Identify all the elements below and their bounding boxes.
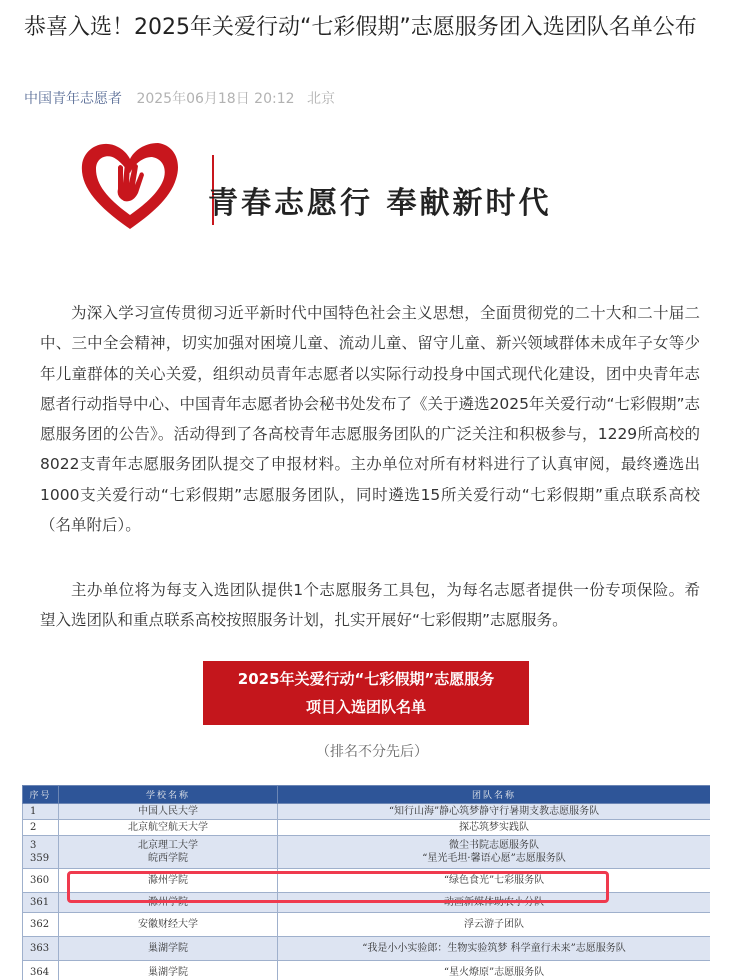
row-team-3: 微尘书院志愿服务队 bbox=[449, 840, 539, 851]
support-paragraph: 主办单位将为每支入选团队提供1个志愿服务工具包，为每名志愿者提供一份专项保险。希望入选团队和重点联系高校按照服务计划，扎实开展好“七彩假期”志愿服务。 bbox=[40, 581, 700, 630]
list-title-line2: 项目入选团队名单 bbox=[305, 698, 426, 716]
row-team-359: “星光毛坦·馨语心愿”志愿服务队 bbox=[422, 853, 566, 864]
row-number-3: 3 bbox=[30, 840, 37, 851]
banner-slogan: 青春志愿行 奉献新时代 bbox=[208, 186, 552, 221]
article-title: 恭喜入选！2025年关爱行动“七彩假期”志愿服务团入选团队名单公布 bbox=[24, 15, 697, 40]
row-school: 安徽财经大学 bbox=[59, 913, 278, 937]
row-team: 浮云游子团队 bbox=[278, 913, 711, 937]
row-number: 362 bbox=[23, 913, 59, 937]
row-team: “我是小小实验郎：生物实验筑梦 科学童行未来”志愿服务队 bbox=[278, 937, 711, 961]
article-meta bbox=[24, 88, 335, 108]
volunteer-heart-hand-icon bbox=[78, 137, 182, 235]
table-row bbox=[23, 820, 711, 836]
column-header-team: 团队名称 bbox=[278, 786, 711, 804]
row-school bbox=[59, 836, 278, 869]
publish-location: 北京 bbox=[306, 91, 335, 107]
table-row bbox=[23, 937, 711, 961]
column-header-no: 序号 bbox=[23, 786, 59, 804]
row-school-359: 皖西学院 bbox=[148, 853, 188, 864]
highlight-box bbox=[67, 871, 609, 903]
row-school: 巢湖学院 bbox=[59, 961, 278, 980]
row-school-3: 北京理工大学 bbox=[138, 840, 198, 851]
row-number: 364 bbox=[23, 961, 59, 980]
row-team: 动画新媒体助农小分队 bbox=[278, 893, 711, 913]
list-title-line1: 2025年关爱行动“七彩假期”志愿服务 bbox=[237, 670, 495, 688]
row-number-359: 359 bbox=[30, 853, 50, 864]
row-number: 1 bbox=[23, 804, 59, 820]
row-number bbox=[23, 836, 59, 869]
volunteer-banner bbox=[72, 133, 672, 243]
table-row bbox=[23, 804, 711, 820]
row-school: 北京航空航天大学 bbox=[59, 820, 278, 836]
row-team: “星火燎原”志愿服务队 bbox=[278, 961, 711, 980]
row-team: “绿色食光”七彩服务队 bbox=[278, 869, 711, 893]
row-team: “知行山海”静心筑梦静守行暑期支教志愿服务队 bbox=[278, 804, 711, 820]
list-title-box bbox=[203, 661, 529, 725]
row-school: 滁州学院 bbox=[59, 869, 278, 893]
ranking-note: （排名不分先后） bbox=[316, 744, 428, 760]
table-header-row bbox=[23, 786, 711, 804]
row-school: 巢湖学院 bbox=[59, 937, 278, 961]
row-number: 363 bbox=[23, 937, 59, 961]
table-row bbox=[23, 961, 711, 980]
column-header-school: 学校名称 bbox=[59, 786, 278, 804]
row-team bbox=[278, 836, 711, 869]
publish-date: 2025年06月18日 20:12 bbox=[136, 91, 295, 107]
table-row-merged bbox=[23, 836, 711, 869]
intro-paragraph: 为深入学习宣传贯彻习近平新时代中国特色社会主义思想，全面贯彻党的二十大和二十届二中、三中全会精神，切实加强对困境儿童、流动儿童、留守儿童、新兴领域群体未成年子女等少年儿童群体的关心关爱，组织动员青年志愿者以实际行动投身中国式现代化建设，团中央青年志愿者行动指导中心、中国青年志愿者协会秘书处发布了《关于遴选2025年关爱行动“七彩假期”志愿服务团的公告》。活动得到了各高校青年志愿服务团队的广泛关注和积极参与，1229所高校的8022支青年志愿服务团队提交了申报材料。主办单位对所有材料进行了认真审阅，最终遴选出1000支关爱行动“七彩假期”志愿服务团队，同时遴选15所关爱行动“七彩假期”重点联系高校（名单附后）。 bbox=[40, 304, 701, 535]
row-team: 探芯筑梦实践队 bbox=[278, 820, 711, 836]
row-number: 360 bbox=[23, 869, 59, 893]
row-number: 361 bbox=[23, 893, 59, 913]
row-school: 中国人民大学 bbox=[59, 804, 278, 820]
row-school: 滁州学院 bbox=[59, 893, 278, 913]
table-row bbox=[23, 913, 711, 937]
source-link[interactable]: 中国青年志愿者 bbox=[24, 91, 122, 107]
row-number: 2 bbox=[23, 820, 59, 836]
